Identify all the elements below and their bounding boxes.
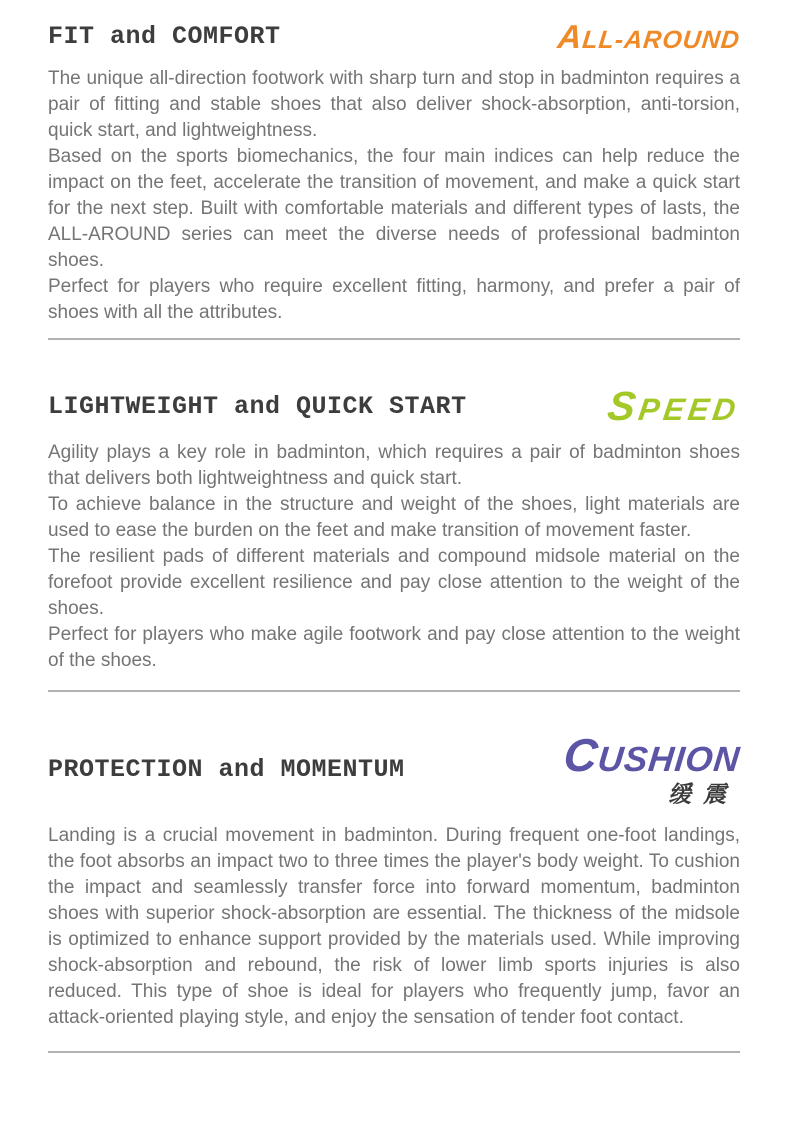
section-header <box>48 20 740 53</box>
paragraph: Perfect for players who require excellent fitting, harmony, and prefer a pair of shoes with all the attributes. <box>48 276 740 323</box>
section-divider <box>48 1051 740 1053</box>
paragraph: The resilient pads of different materials and compound midsole material on the forefoot provide excellent resilience and pay close attention to the weight of the shoes. <box>48 545 740 619</box>
all-around-series-logo: ALL-AROUND <box>555 18 742 55</box>
section-body <box>48 66 740 326</box>
section-protection-momentum <box>48 728 742 1054</box>
section-header <box>48 728 742 808</box>
cushion-series-logo: CUSHION <box>560 728 742 781</box>
section-divider <box>48 690 740 692</box>
paragraph: Agility plays a key role in badminton, which requires a pair of badminton shoes that delivers both lightweightness and quick start. <box>48 441 740 489</box>
section-divider <box>48 338 740 340</box>
section-title-fit-comfort: FIT and COMFORT <box>48 22 281 51</box>
speed-series-logo: SPEED <box>605 383 743 429</box>
section-header <box>48 383 743 429</box>
cushion-series-logo-stack <box>560 728 742 808</box>
paragraph: Perfect for players who make agile footwork and pay close attention to the weight of the shoes. <box>48 623 740 671</box>
section-title-lightweight-quick-start: LIGHTWEIGHT and QUICK START <box>48 391 467 421</box>
section-body <box>48 823 740 1031</box>
cushion-chinese-label: 缓震 <box>668 781 738 808</box>
section-body <box>48 440 740 674</box>
paragraph: The unique all-direction footwork with sharp turn and stop in badminton requires a pair of fitting and stable shoes that also deliver shock-absorption, anti-torsion, quick start, and lightweightness. <box>48 68 740 141</box>
paragraph: Landing is a crucial movement in badminton. During frequent one-foot landings, the foot absorbs an impact two to three times the player's body weight. To cushion the impact and seamlessly transfer force into forward momentum, badminton shoes with superior shock-absorption are essential. The thickness of the midsole is optimized to enhance support provided by the materials used. While improving shock-absorption and rebound, the risk of lower limb sports injuries is also reduced. This type of shoe is ideal for players who frequently jump, favor an attack-oriented playing style, and enjoy the sensation of tender foot contact. <box>48 825 740 1029</box>
paragraph: To achieve balance in the structure and weight of the shoes, light materials are used to ease the burden on the feet and make transition of movement faster. <box>48 493 740 541</box>
section-lightweight-quick-start <box>48 383 743 692</box>
paragraph: Based on the sports biomechanics, the four main indices can help reduce the impact on the feet, accelerate the transition of movement, and make a quick start for the next step. Built with comfortable materials and different types of lasts, the ALL-AROUND series can meet the diverse needs of professional badminton shoes. <box>48 146 740 271</box>
section-fit-comfort <box>48 20 740 340</box>
section-title-protection-momentum: PROTECTION and MOMENTUM <box>48 755 405 785</box>
